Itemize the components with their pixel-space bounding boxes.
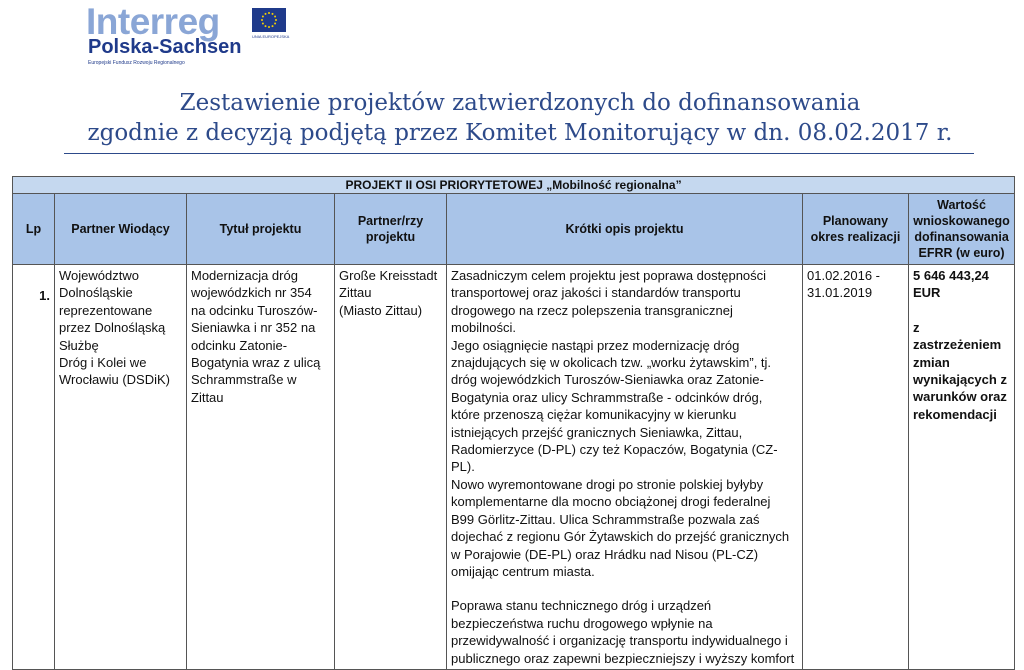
table-header-row [13,194,1015,265]
funding-note: z zastrzeżeniem zmian wynikających z warunków oraz rekomendacji [913,319,1007,422]
eu-caption: UNIA EUROPEJSKA [252,34,290,39]
projects-table [12,176,1015,670]
row-value [909,265,1015,670]
paragraph-gap [451,580,798,597]
page-title [40,88,1000,148]
logo-title: Interreg [86,1,220,42]
col-header-partner: Partner Wiodący [55,194,187,265]
description-paragraph-2: Poprawa stanu technicznego dróg i urządzeń bezpieczeństwa ruchu drogowego wpłynie na przewidywalność i organizację transportu indywidualnego i publicznego oraz zapewni bezpieczniejszy i wyższy komfort [451,598,795,666]
col-header-period: Planowany okres realizacji [803,194,909,265]
col-header-description: Krótki opis projektu [447,194,803,265]
col-header-lp: Lp [13,194,55,265]
title-divider [64,153,974,154]
row-project-partners: Große Kreisstadt Zittau (Miasto Zittau) [335,265,447,670]
row-lead-partner: Województwo Dolnośląskie reprezentowane przez Dolnośląską Służbę Dróg i Kolei we Wrocławiu (DSDiK) [55,265,187,670]
page-title-line1: Zestawienie projektów zatwierdzonych do dofinansowania [179,90,861,116]
row-period: 01.02.2016 - 31.01.2019 [803,265,909,670]
description-paragraph-1: Zasadniczym celem projektu jest poprawa dostępności transportowej oraz jakości i standardów transportu drogowego na rzecz polepszenia transgranicznej mobilności. Jego osiągnięcie nastąpi przez modernizację dróg znajdujących się w okolicach tzw. „worku żytawskim”, tj. dróg wojewódzkich Turoszów-Sieniawka oraz Zatonie- Bogatynia oraz ulicy Schrammstraße - odcinków dróg, które przenoszą ciężar komunikacyjny w kierunku istniejących przejść granicznych Sieniawka, Zittau, Radomierzyce (D-PL) czy też Kopaczów, Bogatynia (CZ-PL). Nowo wyremontowane drogi po stronie polskiej byłyby komplementarne dla mocno obciążonej drogi federalnej B99 Görlitz-Zittau. Ulica Schrammstraße pozwala zaś dojechać z regionu Gór Żytawskich do przejść granicznych w Porajowie (DE-PL) oraz Hrádku nad Nisou (PL-CZ) omijając centrum miasta. [451,268,790,579]
funding-amount: 5 646 443,24 EUR [913,268,989,301]
logo-tagline: Europejski Fundusz Rozwoju Regionalnego [88,60,185,66]
col-header-title: Tytuł projektu [187,194,335,265]
col-header-value: Wartość wnioskowanego dofinansowania EFRR (w euro) [909,194,1015,265]
row-description [447,265,803,670]
row-project-title: Modernizacja dróg wojewódzkich nr 354 na odcinku Turoszów- Sieniawka i nr 352 na odcinku Zatonie- Bogatynia wraz z ulicą Schrammstraße w Zittau [187,265,335,670]
logo-subtitle: Polska-Sachsen [88,36,242,58]
page-title-line2: zgodnie z decyzją podjętą przez Komitet Monitorujący w dn. 08.02.2017 r. [87,120,953,146]
interreg-logo [86,2,296,72]
priority-axis-title: PROJEKT II OSI PRIORYTETOWEJ „Mobilność regionalna” [13,177,1015,194]
eu-flag-icon [252,8,286,32]
row-lp: 1. [13,265,55,670]
table-row [13,265,1015,670]
table-band-row [13,177,1015,194]
col-header-partners: Partner/rzy projektu [335,194,447,265]
